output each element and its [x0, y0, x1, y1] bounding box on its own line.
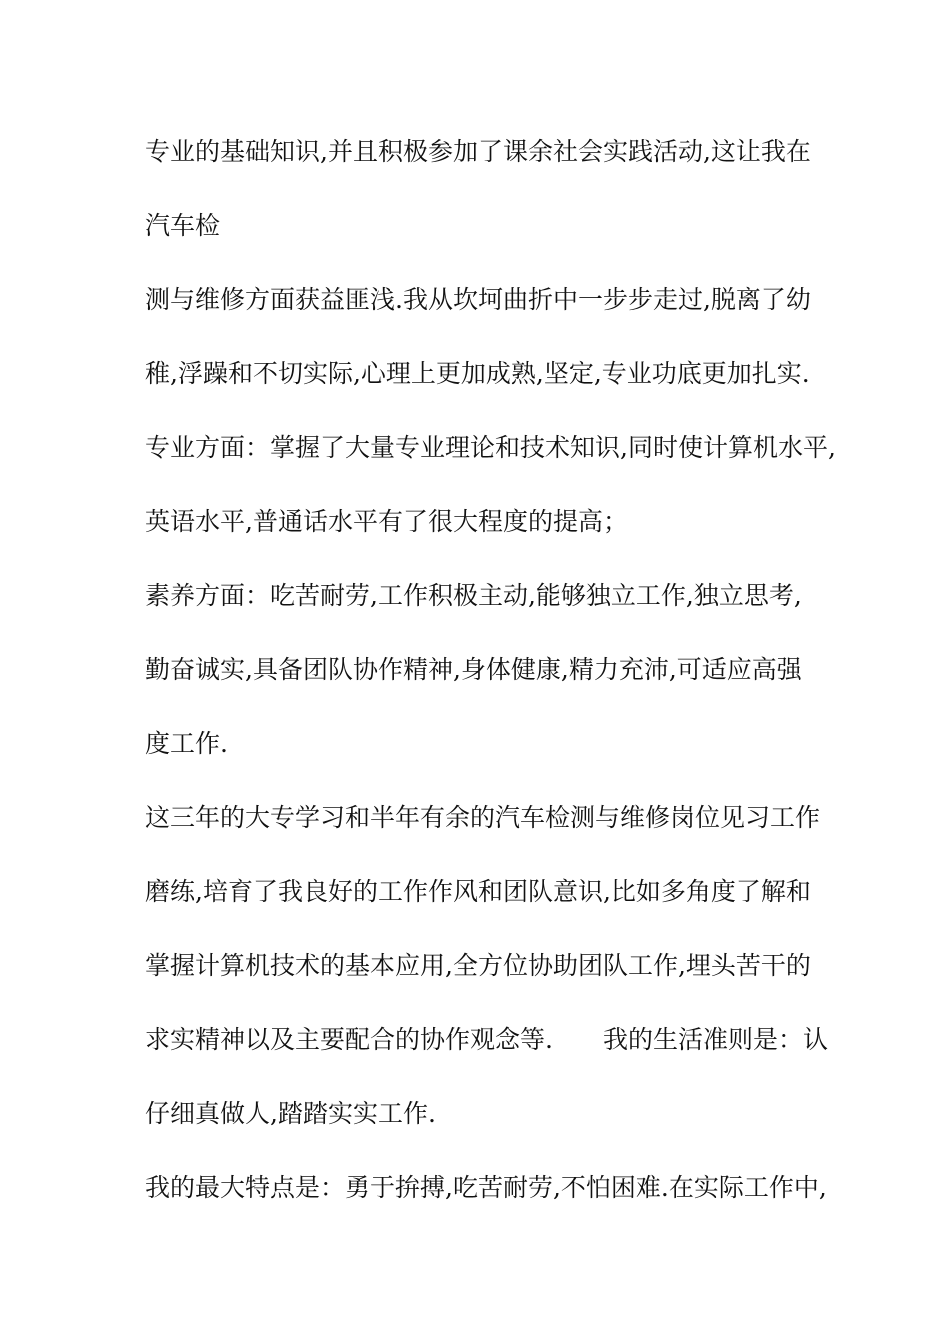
text-line: 测与维修方面获益匪浅.我从坎坷曲折中一步步走过,脱离了幼 — [145, 285, 811, 314]
text-line: 英语水平,普通话水平有了很大程度的提高； — [145, 507, 628, 536]
text-line: 素养方面：吃苦耐劳,工作积极主动,能够独立工作,独立思考, — [145, 581, 802, 610]
text-line: 汽车检 — [145, 211, 221, 240]
text-line: 专业方面：掌握了大量专业理论和技术知识,同时使计算机水平, — [145, 433, 836, 462]
text-line: 这三年的大专学习和半年有余的汽车检测与维修岗位见习工作 — [145, 803, 821, 832]
text-line: 磨练,培育了我良好的工作作风和团队意识,比如多角度了解和 — [145, 877, 811, 906]
text-line: 仔细真做人,踏踏实实工作. — [145, 1099, 436, 1128]
text-line: 勤奋诚实,具备团队协作精神,身体健康,精力充沛,可适应高强 — [145, 655, 802, 684]
text-line: 度工作. — [145, 729, 228, 758]
text-line: 掌握计算机技术的基本应用,全方位协助团队工作,埋头苦干的 — [145, 951, 811, 980]
text-line: 专业的基础知识,并且积极参加了课余社会实践活动,这让我在 — [145, 137, 811, 166]
text-line: 我的最大特点是：勇于拚搏,吃苦耐劳,不怕困难.在实际工作中, — [145, 1173, 827, 1202]
text-line: 稚,浮躁和不切实际,心理上更加成熟,坚定,专业功底更加扎实. — [145, 359, 810, 388]
text-line: 求实精神以及主要配合的协作观念等. 我的生活准则是：认 — [145, 1025, 828, 1054]
